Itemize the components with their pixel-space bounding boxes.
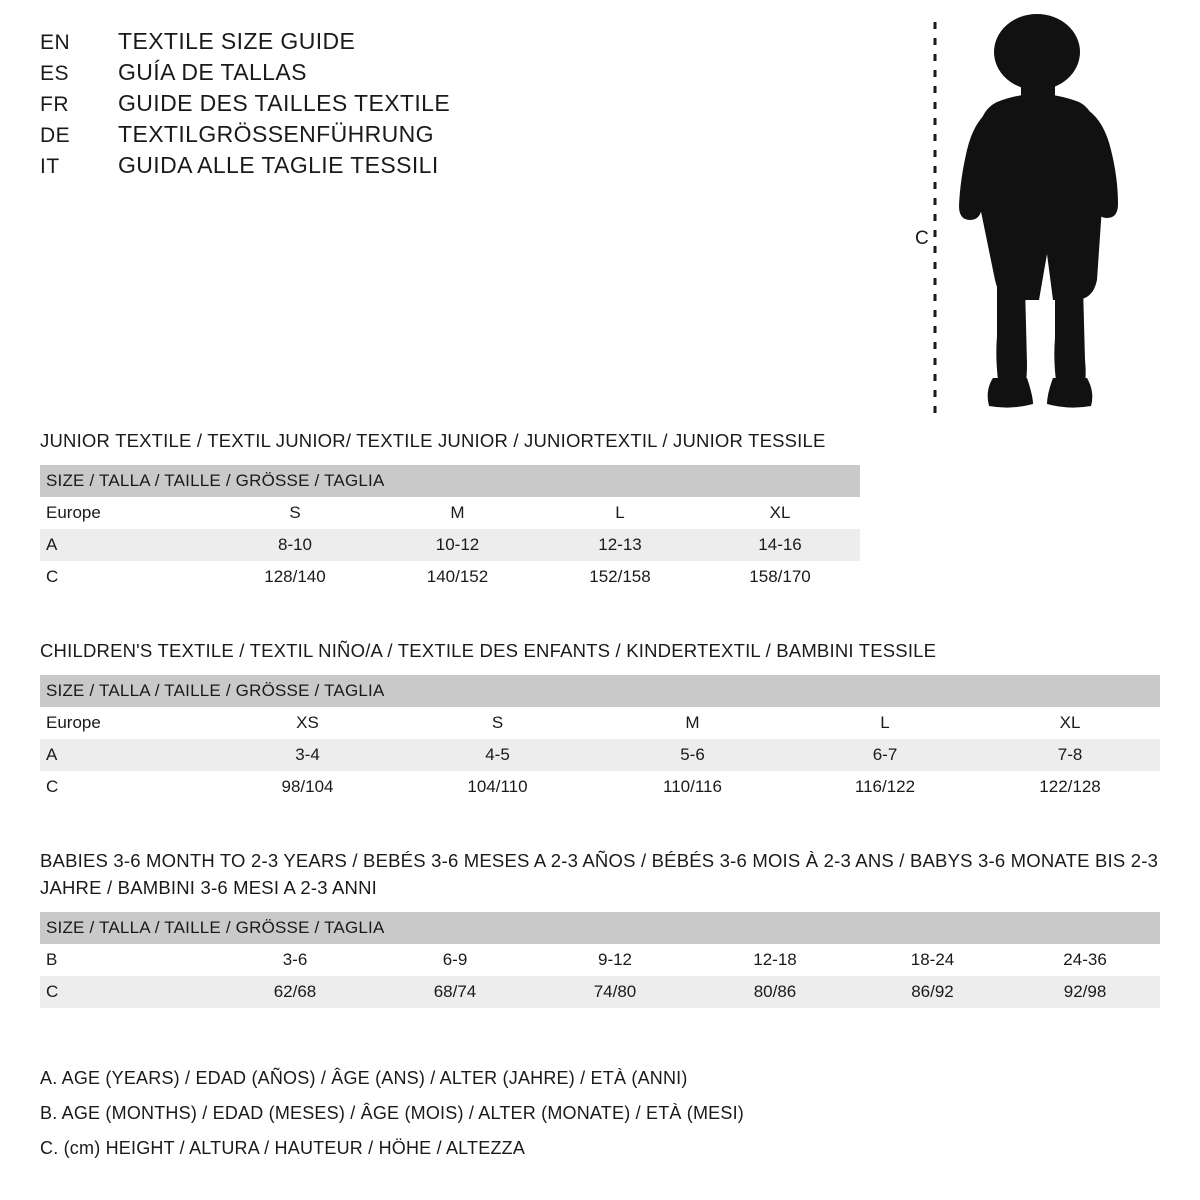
footnotes [40,1068,1140,1173]
footnote-height: C. (cm) HEIGHT / ALTURA / HAUTEUR / HÖHE / ALTEZZA [40,1138,526,1158]
cell: 74/80 [535,976,695,1008]
cell: 5-6 [595,739,790,771]
row-label: C [40,561,215,593]
header-cell: XL [700,497,860,529]
cell: 6-9 [375,944,535,976]
title-row [40,28,600,55]
title-row [40,152,600,179]
cell: 104/110 [400,771,595,803]
cell: 128/140 [215,561,375,593]
header-cell: M [595,707,790,739]
cell: 152/158 [540,561,700,593]
cell: 92/98 [1010,976,1160,1008]
title-text-en: TEXTILE SIZE GUIDE [118,28,356,54]
title-text-it: GUIDA ALLE TAGLIE TESSILI [118,152,439,178]
cell: 4-5 [400,739,595,771]
section-children [40,638,1160,803]
babies-size-table [40,912,1160,1008]
section-heading: BABIES 3-6 MONTH TO 2-3 YEARS / BEBÉS 3-6 MESES A 2-3 AÑOS / BÉBÉS 3-6 MOIS À 2-3 ANS / BABYS 3-6 MONATE BIS 2-3 JAHRE / BAMBINI 3-6 MESI A 2-3 ANNI [40,850,1159,898]
children-size-table [40,675,1160,803]
table-header-row [40,497,860,529]
cell: 110/116 [595,771,790,803]
table-band-row [40,912,1160,944]
footnote-age-years: A. AGE (YEARS) / EDAD (AÑOS) / ÂGE (ANS) / ALTER (JAHRE) / ETÀ (ANNI) [40,1068,688,1088]
cell: 98/104 [215,771,400,803]
table-row [40,976,1160,1008]
cell: 68/74 [375,976,535,1008]
cell: 116/122 [790,771,980,803]
row-label: A [40,739,215,771]
section-heading: CHILDREN'S TEXTILE / TEXTIL NIÑO/A / TEXTILE DES ENFANTS / KINDERTEXTIL / BAMBINI TESSILE [40,640,937,661]
cell: 7-8 [980,739,1160,771]
table-row [40,529,860,561]
title-lang-es: ES [40,62,70,85]
header-cell: XL [980,707,1160,739]
header-cell: M [375,497,540,529]
header-cell: XS [215,707,400,739]
cell: 9-12 [535,944,695,976]
title-block [40,28,600,183]
title-text-es: GUÍA DE TALLAS [118,59,307,85]
cell: 14-16 [700,529,860,561]
header-cell: L [540,497,700,529]
cell: 6-7 [790,739,980,771]
table-band-row [40,465,860,497]
table-header-row [40,707,1160,739]
table-row [40,944,1160,976]
title-row [40,59,600,86]
cell: 12-18 [695,944,855,976]
title-row [40,90,600,117]
row-label: C [40,771,215,803]
header-cell-europe: Europe [40,497,215,529]
cell: 122/128 [980,771,1160,803]
title-text-fr: GUIDE DES TAILLES TEXTILE [118,90,451,116]
table-band-row [40,675,1160,707]
title-lang-en: EN [40,31,71,54]
table-row [40,739,1160,771]
cell: 18-24 [855,944,1010,976]
section-babies [40,848,1160,1008]
band-label: SIZE / TALLA / TAILLE / GRÖSSE / TAGLIA [40,675,1160,707]
child-silhouette-figure [905,10,1135,430]
row-label: B [40,944,215,976]
row-label: A [40,529,215,561]
row-label: C [40,976,215,1008]
title-row [40,121,600,148]
footnote-age-months: B. AGE (MONTHS) / EDAD (MESES) / ÂGE (MOIS) / ALTER (MONATE) / ETÀ (MESI) [40,1103,744,1123]
header-cell: L [790,707,980,739]
header-cell: S [215,497,375,529]
cell: 158/170 [700,561,860,593]
section-junior [40,428,1160,593]
band-label: SIZE / TALLA / TAILLE / GRÖSSE / TAGLIA [40,912,1160,944]
cell: 80/86 [695,976,855,1008]
cell: 3-4 [215,739,400,771]
band-label: SIZE / TALLA / TAILLE / GRÖSSE / TAGLIA [40,465,860,497]
cell: 140/152 [375,561,540,593]
table-row [40,561,860,593]
junior-size-table [40,465,860,593]
cell: 86/92 [855,976,1010,1008]
cell: 3-6 [215,944,375,976]
header-cell-europe: Europe [40,707,215,739]
header-cell: S [400,707,595,739]
title-text-de: TEXTILGRÖSSENFÜHRUNG [118,121,434,147]
cell: 62/68 [215,976,375,1008]
title-lang-it: IT [40,155,60,178]
table-row [40,771,1160,803]
child-silhouette-icon [905,10,1135,430]
figure-measure-label: C [915,228,929,249]
cell: 10-12 [375,529,540,561]
cell: 24-36 [1010,944,1160,976]
cell: 8-10 [215,529,375,561]
cell: 12-13 [540,529,700,561]
title-lang-de: DE [40,124,71,147]
section-heading: JUNIOR TEXTILE / TEXTIL JUNIOR/ TEXTILE JUNIOR / JUNIORTEXTIL / JUNIOR TESSILE [40,430,826,451]
title-lang-fr: FR [40,93,69,116]
